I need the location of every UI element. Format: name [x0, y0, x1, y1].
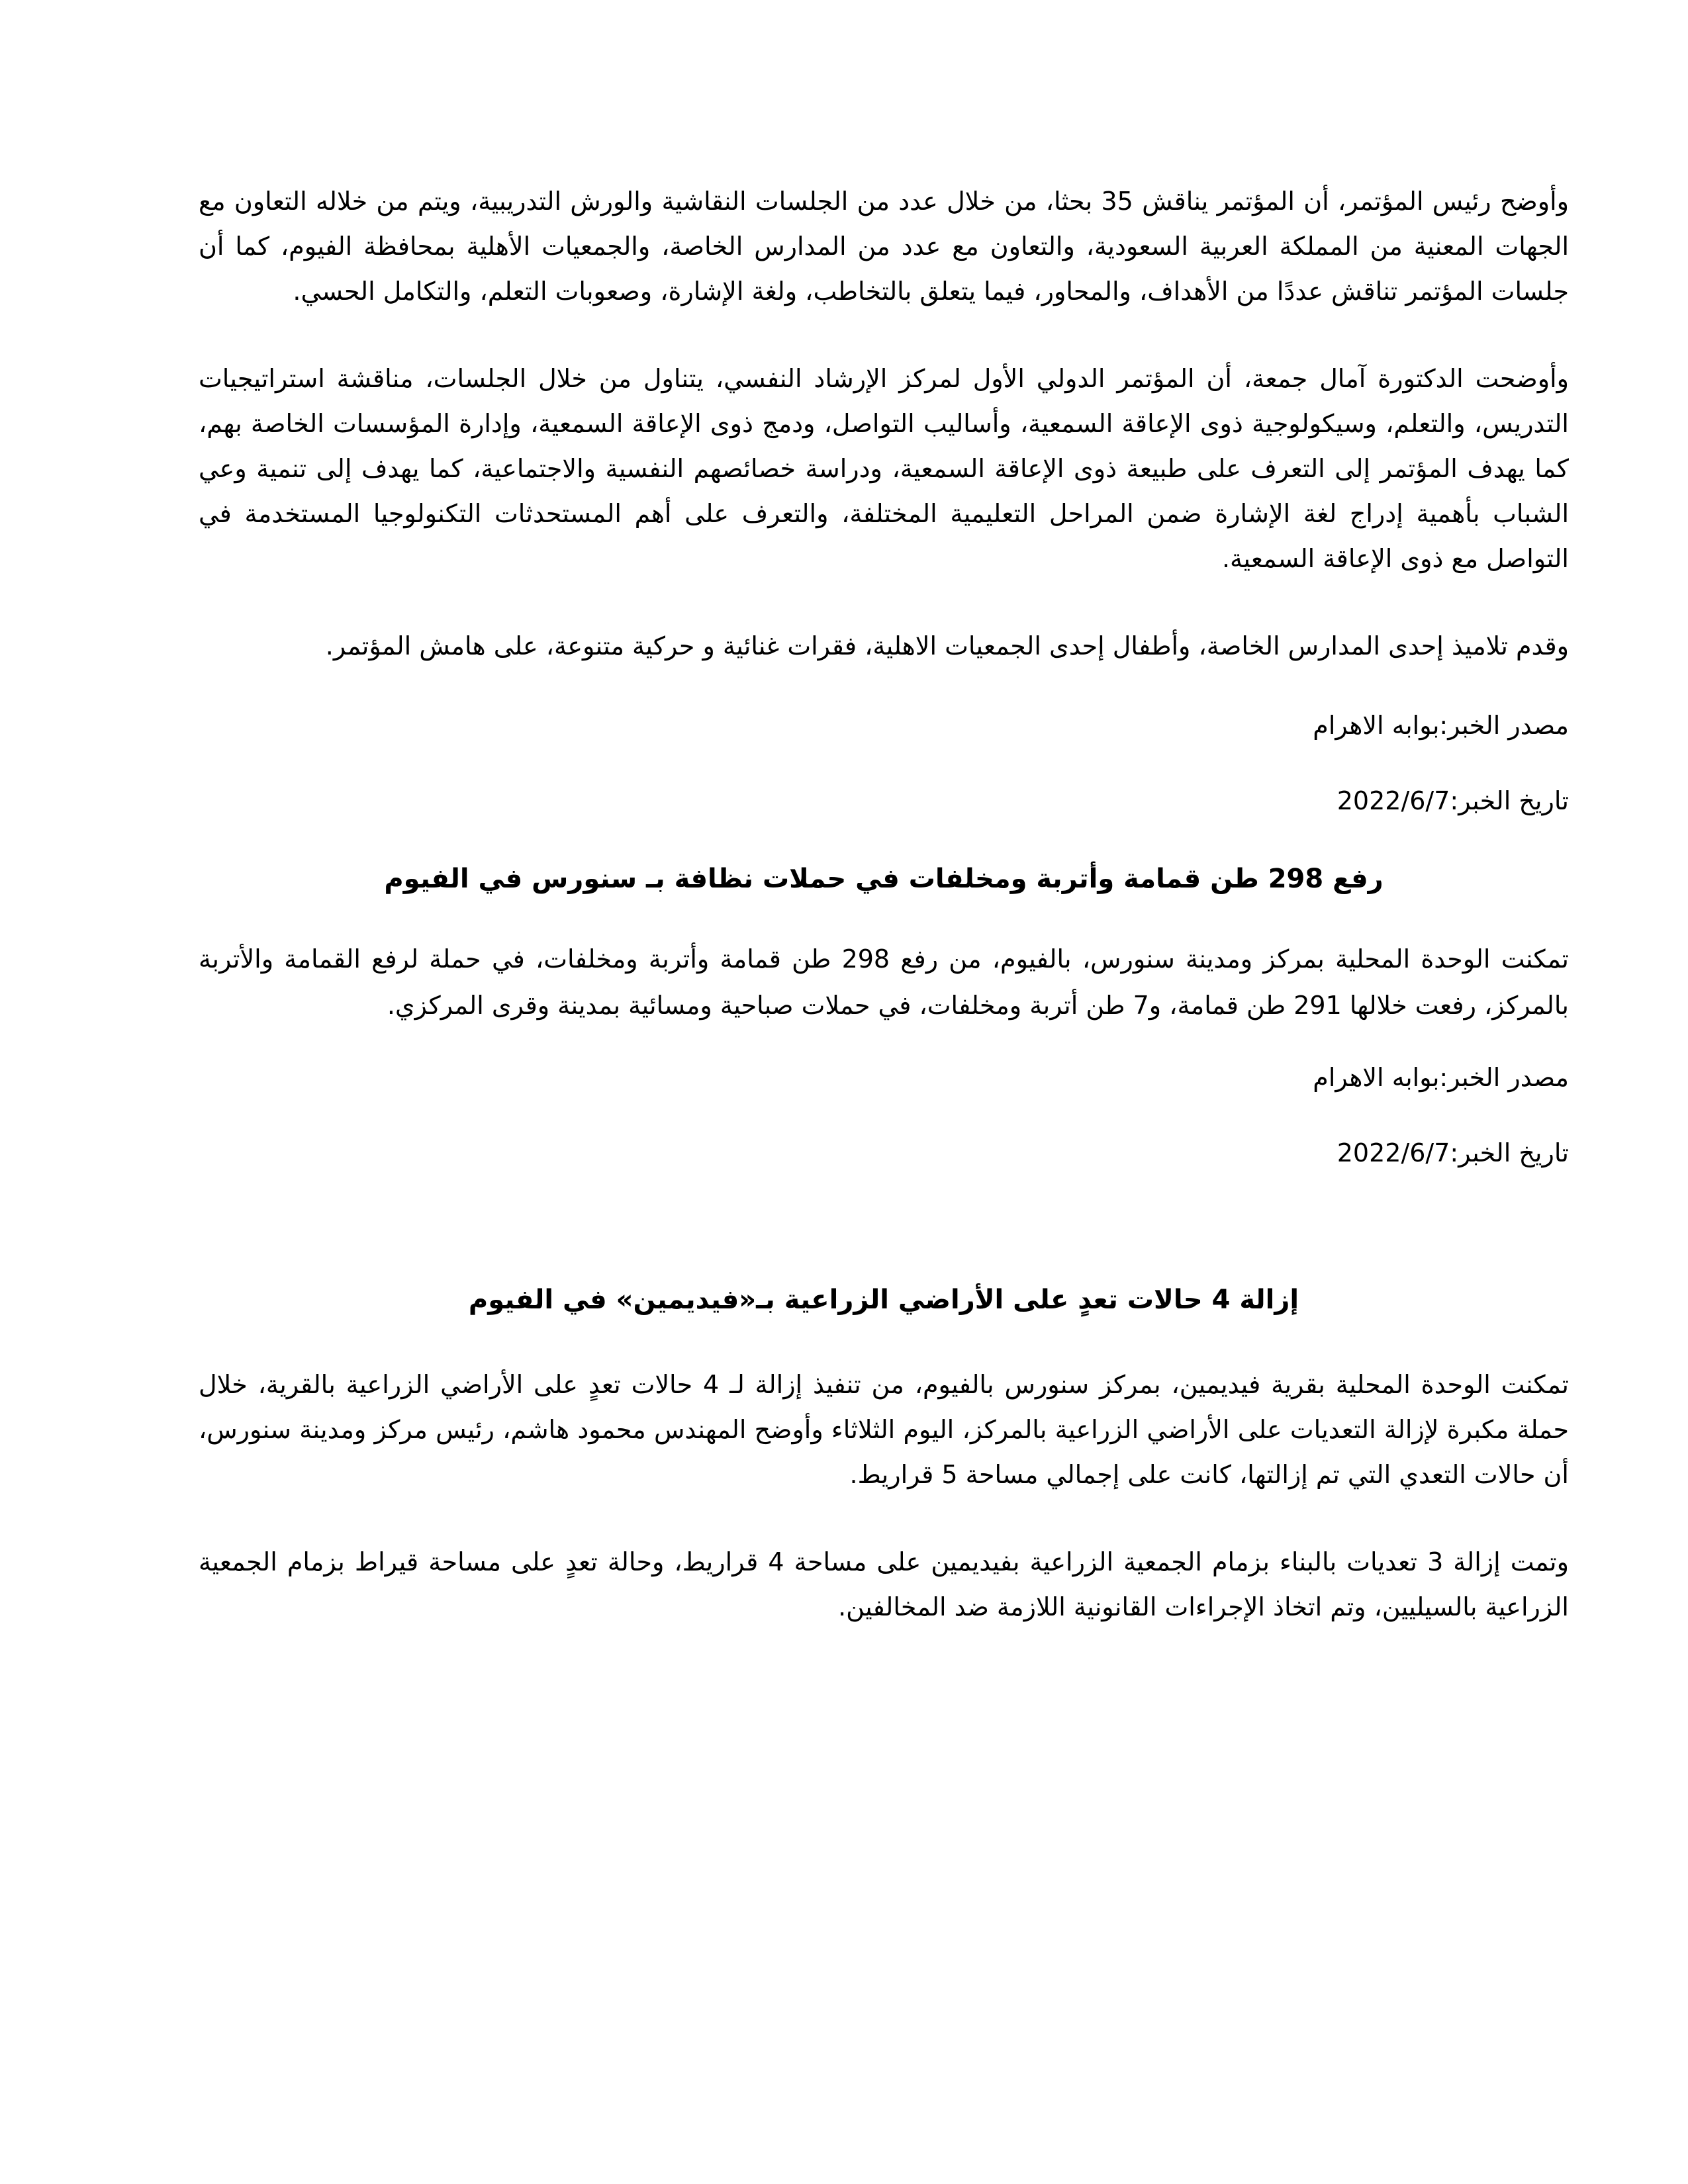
article2-paragraph-1: تمكنت الوحدة المحلية بمركز ومدينة سنورس، بالفيوم، من رفع 298 طن قمامة وأتربة ومخلفات، في حملة لرفع القمامة والأتربة بالمركز، رفعت خلالها 291 طن قمامة، و7 طن أتربة ومخلفات، في حملات صباحية ومسائية بمدينة وقرى المركزي.	[199, 944, 1570, 1020]
document-page	[199, 179, 1569, 1629]
article1-paragraph-1: وأوضح رئيس المؤتمر، أن المؤتمر يناقش 35 بحثا، من خلال عدد من الجلسات النقاشية والورش التدريبية، ويتم من خلاله التعاون مع الجهات المعنية من المملكة العربية السعودية، والتعاون مع عدد من المدارس الخاصة، والجمعيات الأهلية بمحافظة الفيوم، كما أن جلسات المؤتمر تناقش عددًا من الأهداف، والمحاور، فيما يتعلق بالتخاطب، ولغة الإشارة، وصعوبات التعلم، والتكامل الحسي.	[199, 187, 1570, 306]
article2-headline: رفع 298 طن قمامة وأتربة ومخلفات في حملات نظافة بـ سنورس في الفيوم	[384, 864, 1383, 894]
article1-paragraph-2: وأوضحت الدكتورة آمال جمعة، أن المؤتمر الدولي الأول لمركز الإرشاد النفسي، يتناول من خلال الجلسات، مناقشة استراتيجيات التدريس، والتعلم، وسيكولوجية ذوى الإعاقة السمعية، وأساليب التواصل، ودمج ذوى الإعاقة السمعية، وإدارة المؤسسات الخاصة بهم، كما يهدف المؤتمر إلى التعرف على طبيعة ذوى الإعاقة السمعية، ودراسة خصائصهم النفسية والاجتماعية، كما يهدف إلى تنمية وعي الشباب بأهمية إدراج لغة الإشارة ضمن المراحل التعليمية المختلفة، والتعرف على أهم المستحدثات التكنولوجيا المستخدمة في التواصل مع ذوى الإعاقة السمعية.	[199, 364, 1569, 573]
article2-source: مصدر الخبر:بوابه الاهرام	[1313, 1063, 1569, 1092]
article1-paragraph-3: وقدم تلاميذ إحدى المدارس الخاصة، وأطفال إحدى الجمعيات الاهلية، فقرات غنائية و حركية متنوعة، على هامش المؤتمر.	[325, 631, 1569, 660]
article1-source: مصدر الخبر:بوابه الاهرام	[1313, 711, 1569, 740]
article2-date: تاريخ الخبر:2022/6/7	[1336, 1138, 1569, 1167]
article3-paragraph-2: وتمت إزالة 3 تعديات بالبناء بزمام الجمعية الزراعية بفيديمين على مساحة 4 قراريط، وحالة تعدٍ على مساحة قيراط بزمام الجمعية الزراعية بالسيليين، وتم اتخاذ الإجراءات القانونية اللازمة ضد المخالفين.	[199, 1547, 1569, 1621]
article3-paragraph-1: تمكنت الوحدة المحلية بقرية فيديمين، بمركز سنورس بالفيوم، من تنفيذ إزالة لـ 4 حالات تعدٍ على الأراضي الزراعية بالقرية، خلال حملة مكبرة لإزالة التعديات على الأراضي الزراعية بالمركز، اليوم الثلاثاء وأوضح المهندس محمود هاشم، رئيس مركز ومدينة سنورس، أن حالات التعدي التي تم إزالتها، كانت على إجمالي مساحة 5 قراريط.	[199, 1370, 1569, 1489]
article1-date: تاريخ الخبر:2022/6/7	[1336, 786, 1569, 815]
article3-headline: إزالة 4 حالات تعدٍ على الأراضي الزراعية بـ«فيديمين» في الفيوم	[468, 1285, 1299, 1315]
